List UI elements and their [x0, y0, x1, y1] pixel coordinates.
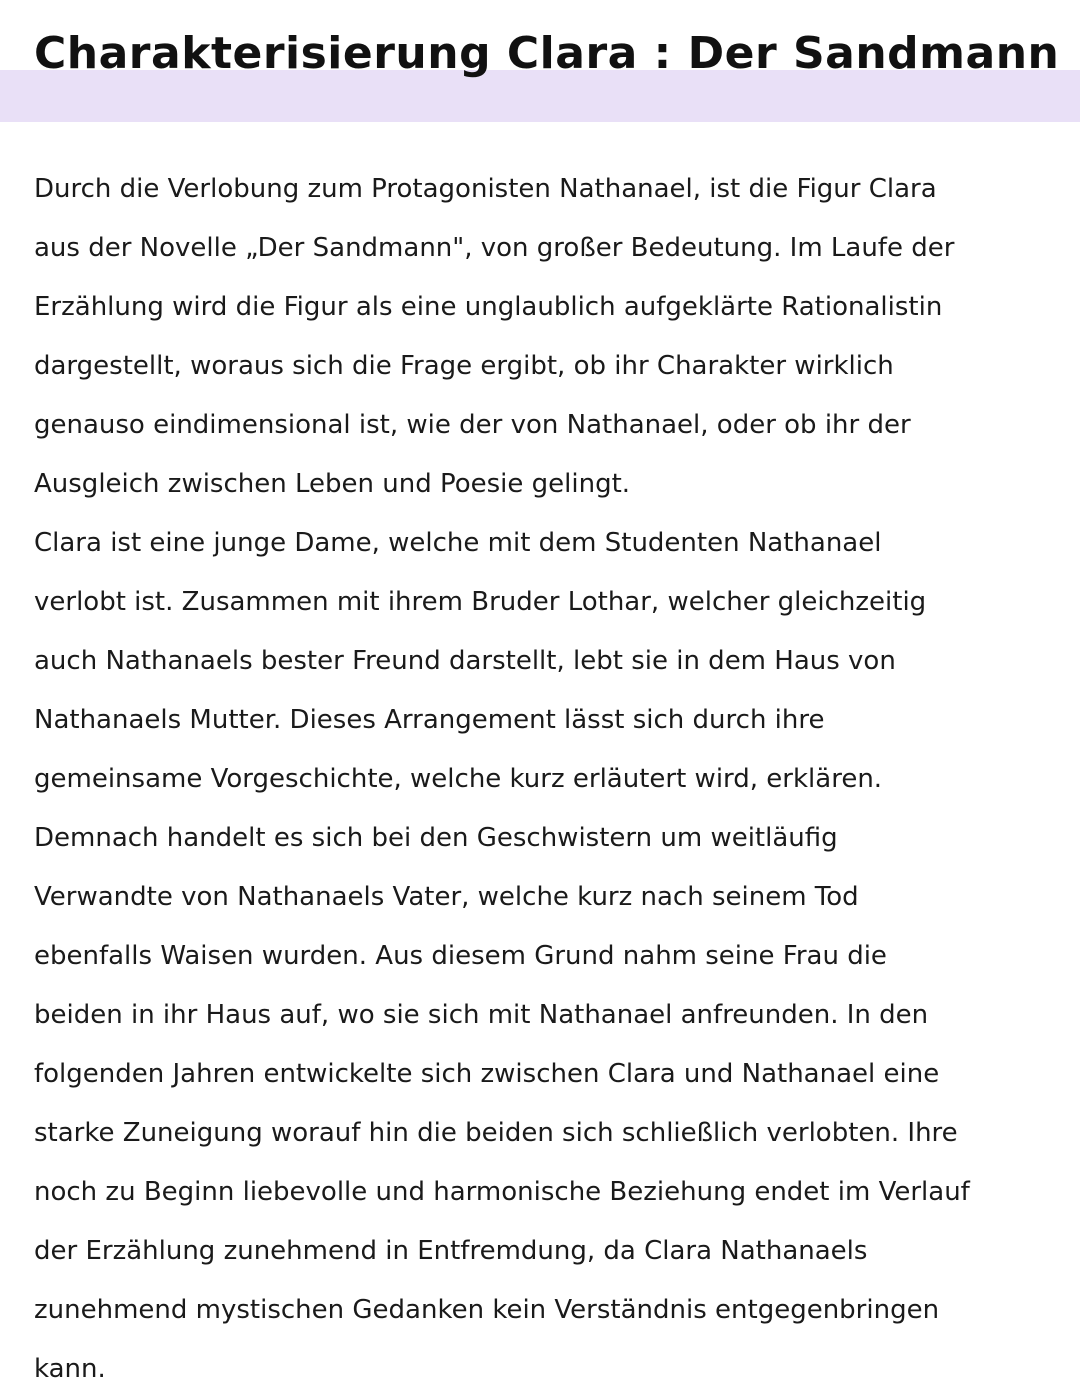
- text-line: genauso eindimensional ist, wie der von Nathanael, oder ob ihr der: [34, 410, 911, 440]
- text-line: verlobt ist. Zusammen mit ihrem Bruder Lothar, welcher gleichzeitig: [34, 587, 927, 617]
- text-line: ebenfalls Waisen wurden. Aus diesem Grund nahm seine Frau die: [34, 941, 887, 971]
- text-line: Erzählung wird die Figur als eine unglaublich aufgeklärte Rationalistin: [34, 292, 943, 322]
- text-line: der Erzählung zunehmend in Entfremdung, da Clara Nathanaels: [34, 1236, 868, 1266]
- text-line: Verwandte von Nathanaels Vater, welche kurz nach seinem Tod: [34, 882, 859, 912]
- text-line: Durch die Verlobung zum Protagonisten Nathanael, ist die Figur Clara: [34, 174, 937, 204]
- text-line: aus der Novelle „Der Sandmann", von großer Bedeutung. Im Laufe der: [34, 233, 955, 263]
- text-line: noch zu Beginn liebevolle und harmonische Beziehung endet im Verlauf: [34, 1177, 970, 1207]
- text-line: dargestellt, woraus sich die Frage ergibt, ob ihr Charakter wirklich: [34, 351, 894, 381]
- text-line: starke Zuneigung worauf hin die beiden sich schließlich verlobten. Ihre: [34, 1118, 958, 1148]
- text-line: Demnach handelt es sich bei den Geschwistern um weitläufig: [34, 823, 838, 853]
- text-line: folgenden Jahren entwickelte sich zwischen Clara und Nathanael eine: [34, 1059, 940, 1089]
- text-line: auch Nathanaels bester Freund darstellt, lebt sie in dem Haus von: [34, 646, 896, 676]
- text-line: Clara ist eine junge Dame, welche mit dem Studenten Nathanael: [34, 528, 882, 558]
- text-line: Nathanaels Mutter. Dieses Arrangement lässt sich durch ihre: [34, 705, 825, 735]
- page-title: Charakterisierung Clara : Der Sandmann: [34, 28, 1060, 79]
- text-line: zunehmend mystischen Gedanken kein Verständnis entgegenbringen: [34, 1295, 940, 1325]
- text-line: gemeinsame Vorgeschichte, welche kurz erläutert wird, erklären.: [34, 764, 883, 794]
- text-line: beiden in ihr Haus auf, wo sie sich mit Nathanael anfreunden. In den: [34, 1000, 929, 1030]
- text-line: kann.: [34, 1354, 106, 1384]
- text-line: Ausgleich zwischen Leben und Poesie gelingt.: [34, 469, 631, 499]
- body-text: [34, 160, 1070, 1399]
